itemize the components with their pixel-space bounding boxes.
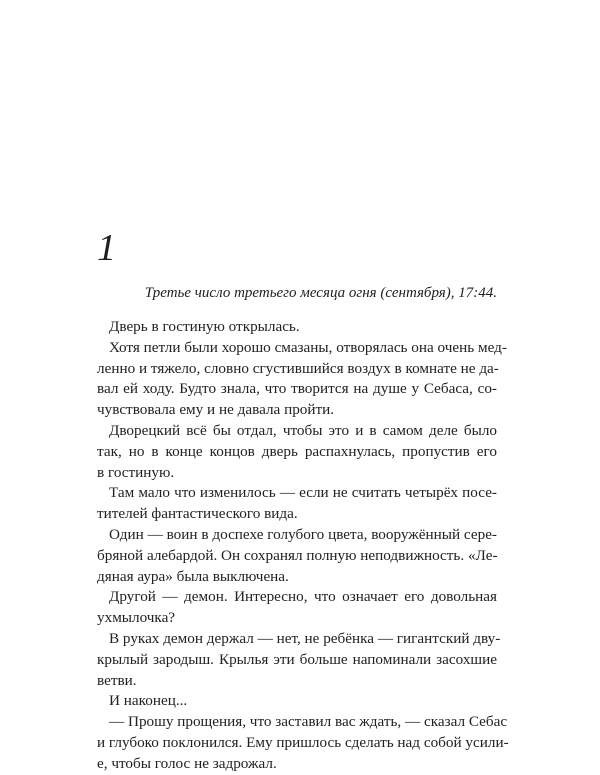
body-text: [97, 317, 509, 775]
text-line: Там мало что изменилось — если не считать четырёх посе-: [109, 484, 497, 502]
text-line: тителей фантастического вида.: [97, 505, 298, 523]
text-line: — Прошу прощения, что заставил вас ждать, — сказал Себас: [109, 713, 508, 731]
text-line: Дверь в гостиную открылась.: [109, 318, 300, 335]
text-line: Хотя петли были хорошо смазаны, отворялась она очень мед-: [109, 338, 507, 356]
text-line: и глубоко поклонился. Ему пришлось сделать над собой усили-: [97, 733, 509, 751]
text-line: крылый зародыш. Крылья эти больше напоминали засохшие: [97, 650, 497, 668]
text-line: В руках демон держал — нет, не ребёнка — гигантский дву-: [109, 629, 501, 647]
text-line: дяная аура» была выключена.: [97, 567, 289, 585]
chapter-number: 1: [97, 227, 116, 269]
text-line: ленно и тяжело, словно сгустившийся воздух в комнате не да-: [97, 359, 499, 377]
text-line: Другой — демон. Интересно, что означает его довольная: [109, 588, 497, 606]
text-line: Один — воин в доспехе голубого цвета, вооружённый сере-: [109, 525, 497, 543]
text-line: бряной алебардой. Он сохранял полную неподвижность. «Ле-: [97, 546, 498, 564]
text-line: так, но в конце концов дверь распахнулась, пропустив его: [97, 442, 497, 460]
text-line: в гостиную.: [97, 463, 175, 481]
text-line: ухмылочка?: [97, 609, 176, 627]
text-line: ветви.: [97, 671, 137, 689]
chapter-epigraph: Третье число третьего месяца огня (сентября), 17:44.: [144, 285, 497, 301]
text-line: И наконец...: [109, 692, 188, 710]
text-line: е, чтобы голос не задрожал.: [97, 754, 277, 772]
text-line: Дворецкий всё бы отдал, чтобы это и в самом деле было: [109, 421, 497, 439]
text-line: вал ей ходу. Будто знала, что творится на душе у Себаса, со-: [97, 380, 497, 398]
text-line: чувствовала ему и не давала пройти.: [97, 401, 335, 419]
